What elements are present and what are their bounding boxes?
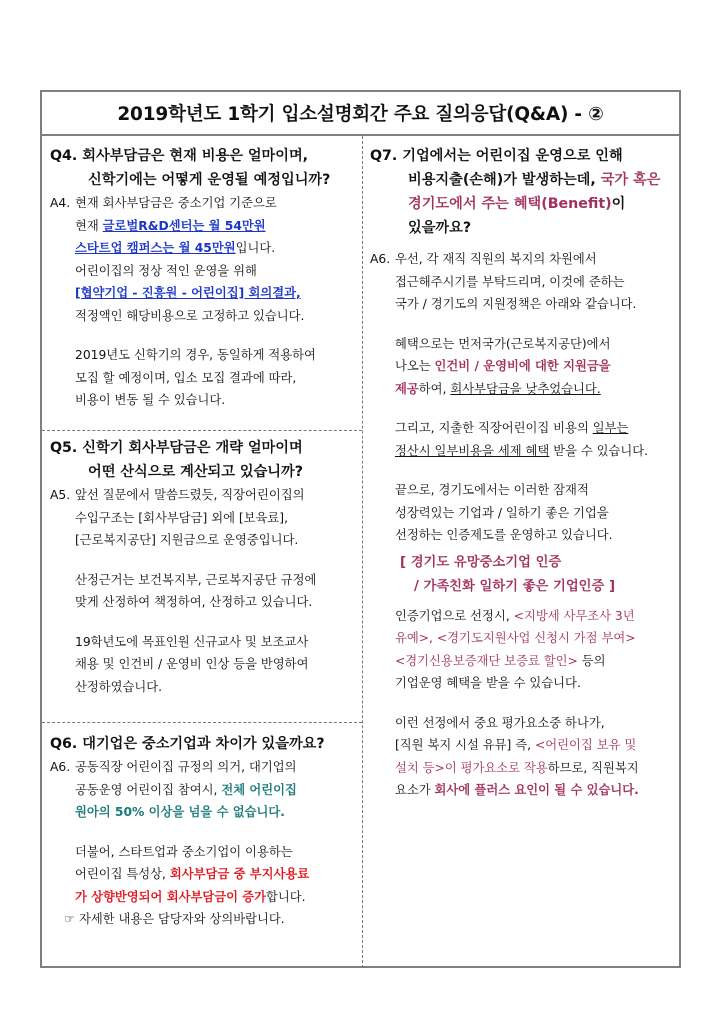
certification-title-2: / 가족친화 일하기 좋은 기업인증 ] (414, 578, 616, 594)
pointing-hand-icon: ☞ (64, 912, 76, 926)
section-divider-q5-q6 (42, 722, 362, 723)
q6-question: Q6. 대기업은 중소기업과 차이가 있을까요? (50, 736, 325, 752)
q5-section (50, 436, 360, 698)
q5-answer: A5. 앞선 질문에서 말씀드렸듯, 직장어린이집의 수입구조는 [회사부담금] 외에 [보육료], [근로복지공단] 지원금으로 운영중입니다. 산정근거는 보건복지부, 근로복지공단 규정에 맞게 산정하여 책정하여, 산정하고 있습니다. 19학년도에 목표인원 신규교사 및 보조교사 채용 및 인건비 / 운영비 인상 등을 반영하여 산정하였습니다. (50, 488, 317, 694)
column-divider (362, 136, 363, 968)
q7-answer: A6. 우선, 각 재직 직원의 복지의 차원에서 접근해주시기를 부탁드리며, 이것에 준하는 국가 / 경기도의 지원정책은 아래와 같습니다. 혜택으로는 먼저국가(근로복지공단)에서 나오는 인건비 / 운영비에 대한 지원금을 제공하여, 회사부담금을 낮추었습니다. 그리고, 지출한 직장어린이집 비용의 일부는 정산시 일부비용을 세제 혜택 받을 수 있습니다. 끝으로, 경기도에서는 이러한 잠재적 성장력있는 기업과 / 일하기 좋은 기업을 선정하는 인증제도를 운영하고 있습니다. [ 경기도 유망중소기업 인증 / 가족친화 일하기 좋은 기업인증 ] 인증기업으로 선정시, <지방세 사무조사 3년 유예>, <경기도지원사업 신청시 가점 부여> <경기신용보증재단 보증료 할인> 등의 기업운영 혜택을 받을 수 있습니다. 이런 선정에서 중요 평가요소중 하나가, [직원 복지 시설 유뮤] 즉, <어린이집 보유 및 설치 등>이 평가요소로 작용하므로, 직원복지 요소가 회사에 플러스 요인이 될 수 있습니다. (370, 248, 680, 802)
q4-section (50, 144, 360, 412)
section-divider-q4-q5 (42, 430, 362, 431)
page-title: 2019학년도 1학기 입소설명회간 주요 질의응답(Q&A) - ② (42, 92, 679, 136)
q4-answer: A4. 현재 회사부담금은 중소기업 기준으로 현재 글로벌R&D센터는 월 54만원 스타트업 캠퍼스는 월 45만원입니다. 어린이집의 정상 적인 운영을 위해 [협약기업 - 진흥원 - 어린이집] 회의결과, 적정액인 해당비용으로 고정하고 있습니다. 2019년도 신학기의 경우, 동일하게 적용하여 모집 할 예정이며, 입소 모집 결과에 따라, 비용이 변동 될 수 있습니다. (50, 196, 316, 407)
q6-answer: A6. 공동직장 어린이집 규정의 의거, 대기업의 공동운영 어린이집 참여시, 전체 어린이집 원아의 50% 이상을 넘을 수 없습니다. 더불어, 스타트업과 중소기업이 이용하는 어린이집 특성상, 회사부담금 중 부지사용료 가 상향반영되어 회사부담금이 증가합니다. ☞ 자세한 내용은 담당자와 상의바랍니다. (50, 760, 310, 926)
q6-section (50, 732, 360, 931)
q7-section (370, 144, 680, 802)
q5-question: Q5. 신학기 회사부담금은 개략 얼마이며 어떤 산식으로 계산되고 있습니까? (50, 440, 303, 480)
qa-document-frame (40, 90, 681, 968)
startup-campus-fee: 스타트업 캠퍼스는 월 45만원 (75, 241, 236, 255)
certification-title-1: [ 경기도 유망중소기업 인증 (400, 554, 562, 570)
q4-question: Q4. 회사부담금은 현재 비용은 얼마이며, 신학기에는 어떻게 운영될 예정입니까? (50, 148, 331, 188)
rnd-center-fee: 글로벌R&D센터는 월 54만원 (102, 218, 266, 233)
q7-question: Q7. 기업에서는 어린이집 운영으로 인해 비용지출(손해)가 발생하는데, 국가 혹은 경기도에서 주는 혜택(Benefit)이 있을까요? (370, 148, 661, 236)
